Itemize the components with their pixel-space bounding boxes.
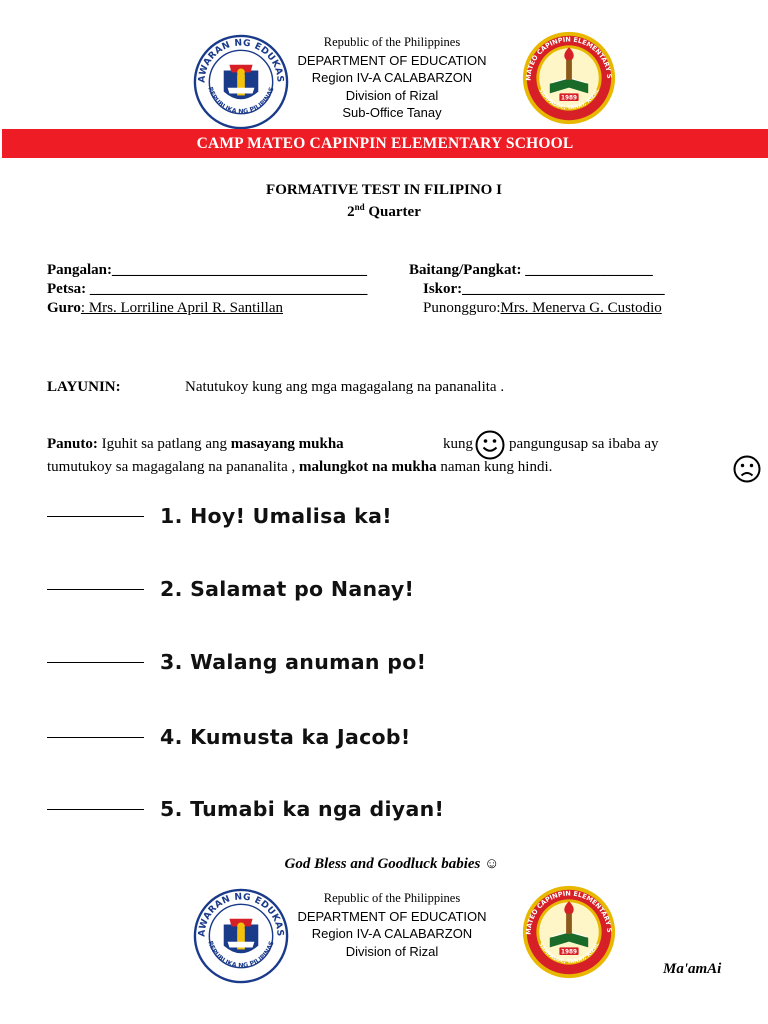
closing-message: God Bless and Goodluck babies ☺ [284, 856, 500, 872]
masayang-mukha: masayang mukha [230, 436, 344, 452]
deped-seal-top [193, 34, 289, 130]
punongguro-value: Mrs. Menerva G. Custodio [500, 300, 662, 316]
republic-text: Republic of the Philippines [323, 35, 461, 49]
item-text: 5. Tumabi ka nga diyan! [160, 797, 445, 821]
answer-blank[interactable] [47, 516, 144, 517]
quarter-suffix: nd [354, 202, 365, 212]
school-seal-bottom [521, 884, 617, 980]
school-name-banner: CAMP MATEO CAPINPIN ELEMENTARY SCHOOL [2, 129, 768, 158]
malungkot-mukha: malungkot na mukha [299, 459, 437, 475]
deped-seal-bottom [193, 888, 289, 984]
division-text: Division of Rizal [345, 943, 439, 959]
baitang-field[interactable]: Baitang/Pangkat: _________________ [409, 262, 653, 278]
answer-blank[interactable] [47, 737, 144, 738]
panuto-line2a: tumutukoy sa magagalang na pananalita , [47, 459, 300, 475]
region-text: Region IV-A CALABARZON [311, 926, 473, 941]
panuto-label: Panuto: [47, 436, 98, 452]
test-title: FORMATIVE TEST IN FILIPINO I [266, 182, 502, 198]
school-seal-top [521, 30, 617, 126]
panuto-text-3: pangungusap sa ibaba ay [509, 436, 659, 452]
petsa-field[interactable]: Petsa: _____________________________________ [47, 281, 368, 297]
pangalan-field[interactable]: Pangalan:__________________________________ [47, 262, 368, 278]
panuto-kung: kung [443, 436, 473, 452]
panuto-line2 [47, 459, 552, 476]
republic-text: Republic of the Philippines [323, 891, 461, 905]
test-quarter [0, 202, 768, 221]
panuto-line2b: naman kung hindi. [436, 459, 553, 475]
answer-blank[interactable] [47, 809, 144, 810]
item-text: 1. Hoy! Umalisa ka! [160, 504, 392, 528]
layunin-label: LAYUNIN: [47, 379, 121, 395]
department-text: DEPARTMENT OF EDUCATION [297, 908, 487, 924]
header-bottom [280, 889, 504, 960]
department-text: DEPARTMENT OF EDUCATION [297, 52, 487, 68]
division-text: Division of Rizal [345, 87, 439, 103]
panuto-text-1: Iguhit sa patlang ang [97, 436, 231, 452]
item-text: 3. Walang anuman po! [160, 650, 427, 674]
answer-blank[interactable] [47, 589, 144, 590]
guro-label: Guro [47, 300, 81, 316]
answer-blank[interactable] [47, 662, 144, 663]
suboffice-text: Sub-Office Tanay [342, 105, 442, 120]
header-top [280, 33, 504, 122]
guro-value: : Mrs. Lorriline April R. Santillan [80, 300, 283, 316]
item-text: 2. Salamat po Nanay! [160, 577, 415, 601]
happy-face-icon [475, 430, 505, 460]
item-text: 4. Kumusta ka Jacob! [160, 725, 411, 749]
sad-face-icon [733, 455, 761, 483]
iskor-field[interactable]: Iskor:___________________________ [423, 281, 665, 297]
guro-field [47, 300, 283, 317]
panuto-line1-left [47, 436, 344, 453]
quarter-word: Quarter [364, 204, 421, 220]
signature: Ma'amAi [663, 961, 722, 977]
layunin-text: Natutukoy kung ang mga magagalang na pananalita . [185, 379, 505, 395]
punongguro-label: Punongguro: [423, 300, 501, 316]
punongguro-field [423, 300, 662, 317]
quarter-number: 2 [347, 204, 355, 220]
region-text: Region IV-A CALABARZON [311, 70, 473, 85]
